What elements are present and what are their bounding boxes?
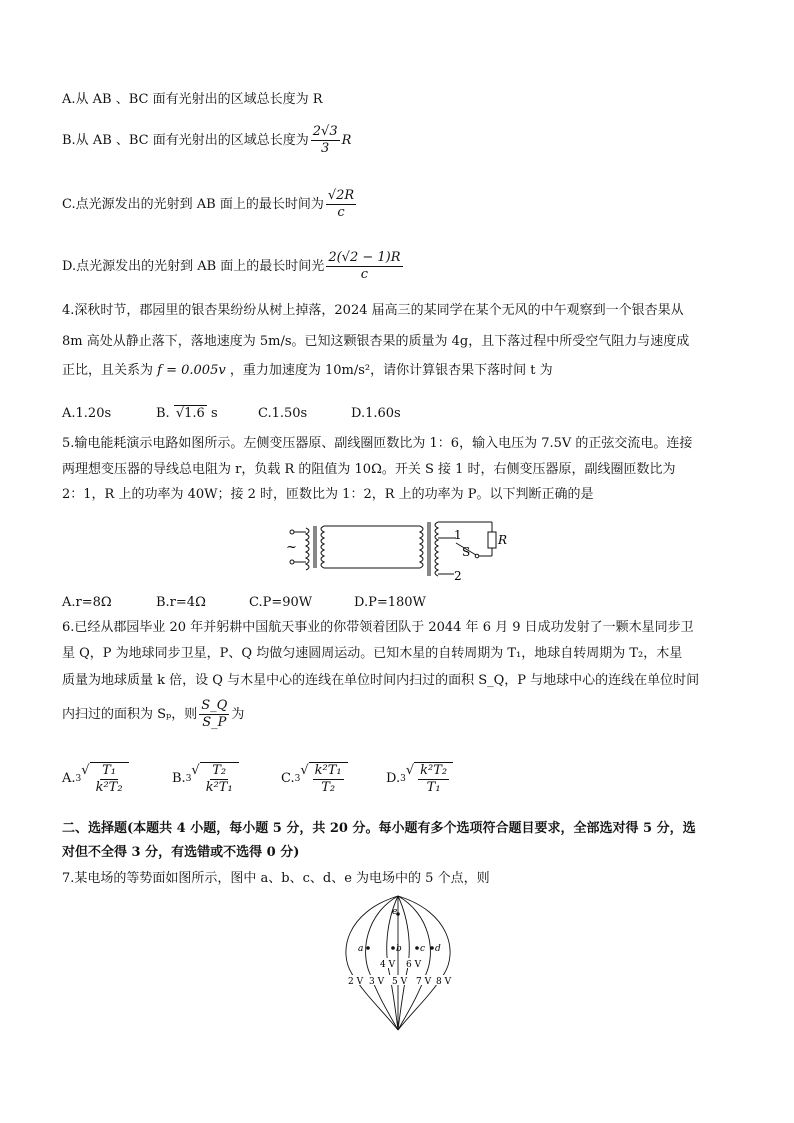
q3-option-a: A.从 AB 、BC 面有光射出的区域总长度为 R xyxy=(62,92,323,107)
left-primary-coil xyxy=(306,528,309,570)
label-7v: 7 V xyxy=(416,977,432,987)
q3-option-d-fraction xyxy=(326,250,402,283)
q7-equipotential-diagram xyxy=(336,892,464,1034)
fraction-denominator: k²T₂ xyxy=(95,780,123,795)
cube-root: √ $\frac{\text{T₂}}{\text{k²T₁}}$ xyxy=(191,762,238,796)
q6-line-4-pre: 内扫过的面积为 Sₚ，则 xyxy=(62,706,198,722)
section-2-heading-line-2: 对但不全得 3 分，有选错或不选得 0 分) xyxy=(62,845,300,860)
tap-1-label: 1 xyxy=(454,528,462,542)
tap-2-label: 2 xyxy=(454,569,462,583)
q4-option-b-unit: s xyxy=(210,406,218,421)
q5-option-d: D.P=180W xyxy=(354,595,426,610)
source-terminal-bottom xyxy=(290,560,294,564)
q3-option-b-unit: R xyxy=(341,132,352,148)
q3-option-c xyxy=(62,188,358,221)
option-label: B. xyxy=(172,771,186,786)
q4-line-1: 4.深秋时节，郡园里的银杏果纷纷从树上掉落，2024 届高三的某同学在某个无风的中午观察到一个银杏果从 xyxy=(62,303,684,318)
q6-line-2: 星 Q，P 为地球同步卫星，P、Q 均做匀速圆周运动。已知木星的自转周期为 T₁，地球自转周期为 T₂，木星 xyxy=(62,646,683,661)
cube-root: √ $\frac{\text{k²T₂}}{\text{T₁}}$ xyxy=(406,762,453,796)
q4-line-3 xyxy=(62,362,553,380)
q4-line-3-post: ，重力加速度为 10m/s²，请你计算银杏果下落时间 t 为 xyxy=(229,363,553,378)
q6-line-3: 质量为地球质量 k 倍，设 Q 与木星中心的连线在单位时间内扫过的面积 S_Q，P 与地球中心的连线在单位时间 xyxy=(62,673,700,688)
label-b: b xyxy=(396,944,402,954)
fraction-numerator: 2(√2 − 1)R xyxy=(328,250,401,265)
q5-line-3: 2：1，R 上的功率为 40W；接 2 时，匝数比为 1：2，R 上的功率为 P。以下判断正确的是 xyxy=(62,487,594,502)
q3-option-b-fraction xyxy=(311,124,340,157)
fraction-numerator: k²T₂ xyxy=(420,763,448,778)
q6-line-4 xyxy=(62,698,244,731)
q4-option-b-root: √1.6 xyxy=(175,406,205,421)
cube-root: √ $\frac{\text{k²T₁}}{\text{T₂}}$ xyxy=(300,762,347,796)
load-resistor xyxy=(488,532,496,548)
point-d xyxy=(430,946,434,950)
q4-formula: f = 0.005v xyxy=(157,363,226,378)
q5-circuit-diagram xyxy=(282,518,508,583)
root-index: 3 xyxy=(185,774,192,784)
fraction-numerator: √2R xyxy=(327,188,355,203)
q6-option-a xyxy=(62,762,129,796)
right-primary-coil xyxy=(420,526,423,568)
q6-option-d xyxy=(386,762,453,796)
label-5v: 5 V xyxy=(392,977,408,987)
label-a: a xyxy=(358,944,364,954)
q4-option-b-label: B. xyxy=(156,406,170,421)
q4-option-a: A.1.20s xyxy=(62,406,112,421)
fraction-numerator: k²T₁ xyxy=(314,763,342,778)
label-4v: 4 V xyxy=(380,960,396,970)
q3-option-b-text: B.从 AB 、BC 面有光射出的区域总长度为 xyxy=(62,132,309,148)
q5-option-b: B.r=4Ω xyxy=(156,595,206,610)
label-e: e xyxy=(392,907,398,917)
section-2-heading-line-1: 二、选择题(本题共 4 小题，每小题 5 分，共 20 分。每小题有多个选项符合题目要求，全部选对得 5 分，选 xyxy=(62,821,696,836)
q5-option-c: C.P=90W xyxy=(249,595,313,610)
q7-line-1: 7.某电场的等势面如图所示，图中 a、b、c、d、e 为电场中的 5 个点，则 xyxy=(62,871,490,886)
q6-line-1: 6.已经从郡园毕业 20 年并躬耕中国航天事业的你带领着团队于 2044 年 6 月 9 日成功发射了一颗木星同步卫 xyxy=(62,620,694,635)
point-a xyxy=(366,946,370,950)
q4-line-2: 8m 高处从静止落下，落地速度为 5m/s。已知这颗银杏果的质量为 4g，且下落过程中所受空气阻力与速度成 xyxy=(62,334,690,349)
q6-ratio-fraction xyxy=(199,698,229,731)
resistor-label: R xyxy=(498,533,508,547)
q4-option-d: D.1.60s xyxy=(351,406,401,421)
q3-option-c-text: C.点光源发出的光射到 AB 面上的最长时间为 xyxy=(62,196,324,212)
label-8v: 8 V xyxy=(436,977,452,987)
fraction-denominator: T₁ xyxy=(426,780,441,795)
fraction-denominator: S_P xyxy=(202,715,227,730)
q3-option-d xyxy=(62,250,405,283)
left-secondary-coil xyxy=(321,526,324,568)
fraction-numerator: 2√3 xyxy=(312,124,338,139)
q4-option-b xyxy=(156,405,218,423)
label-c: c xyxy=(420,944,426,954)
point-b xyxy=(391,946,395,950)
fraction-denominator: 3 xyxy=(321,141,330,156)
q6-option-b xyxy=(172,762,239,796)
option-label: D. xyxy=(386,771,401,786)
ac-symbol: ~ xyxy=(286,540,297,555)
root-index: 3 xyxy=(400,774,406,784)
option-label: A. xyxy=(62,771,76,786)
point-c xyxy=(415,946,419,950)
label-d: d xyxy=(435,944,441,954)
label-6v: 6 V xyxy=(406,960,422,970)
switch-label: S xyxy=(462,545,471,559)
q3-option-c-fraction xyxy=(326,188,356,221)
fraction-denominator: k²T₁ xyxy=(205,780,233,795)
root-index: 3 xyxy=(294,774,301,784)
fraction-denominator: c xyxy=(360,267,369,282)
q3-option-b xyxy=(62,124,351,157)
right-secondary-coil xyxy=(435,522,438,576)
root-index: 3 xyxy=(75,774,82,784)
q5-line-2: 两理想变压器的导线总电阻为 r，负载 R 的阻值为 10Ω。开关 S 接 1 时，右侧变压器原，副线圈匝数比为 xyxy=(62,462,676,477)
fraction-numerator: T₂ xyxy=(212,763,227,778)
fraction-numerator: S_Q xyxy=(201,698,228,713)
q4-option-c: C.1.50s xyxy=(258,406,308,421)
fraction-numerator: T₁ xyxy=(102,763,116,778)
label-3v: 3 V xyxy=(369,977,385,987)
fraction-denominator: T₂ xyxy=(321,780,336,795)
q5-option-a: A.r=8Ω xyxy=(62,595,112,610)
q4-line-3-pre: 正比，且关系为 xyxy=(62,363,154,378)
label-2v: 2 V xyxy=(348,977,364,987)
q3-option-d-text: D.点光源发出的光射到 AB 面上的最长时间光 xyxy=(62,258,325,274)
q5-line-1: 5.输电能耗演示电路如图所示。左侧变压器原、副线圈匝数比为 1：6，输入电压为 7.5V 的正弦交流电。连接 xyxy=(62,436,693,451)
q6-option-c xyxy=(281,762,348,796)
source-terminal-top xyxy=(290,530,294,534)
fraction-denominator: c xyxy=(337,205,345,220)
q6-line-4-post: 为 xyxy=(231,706,245,722)
option-label: C. xyxy=(281,771,295,786)
cube-root: √ $\frac{\text{T₁}}{\text{k²T₂}}$ xyxy=(81,762,128,796)
